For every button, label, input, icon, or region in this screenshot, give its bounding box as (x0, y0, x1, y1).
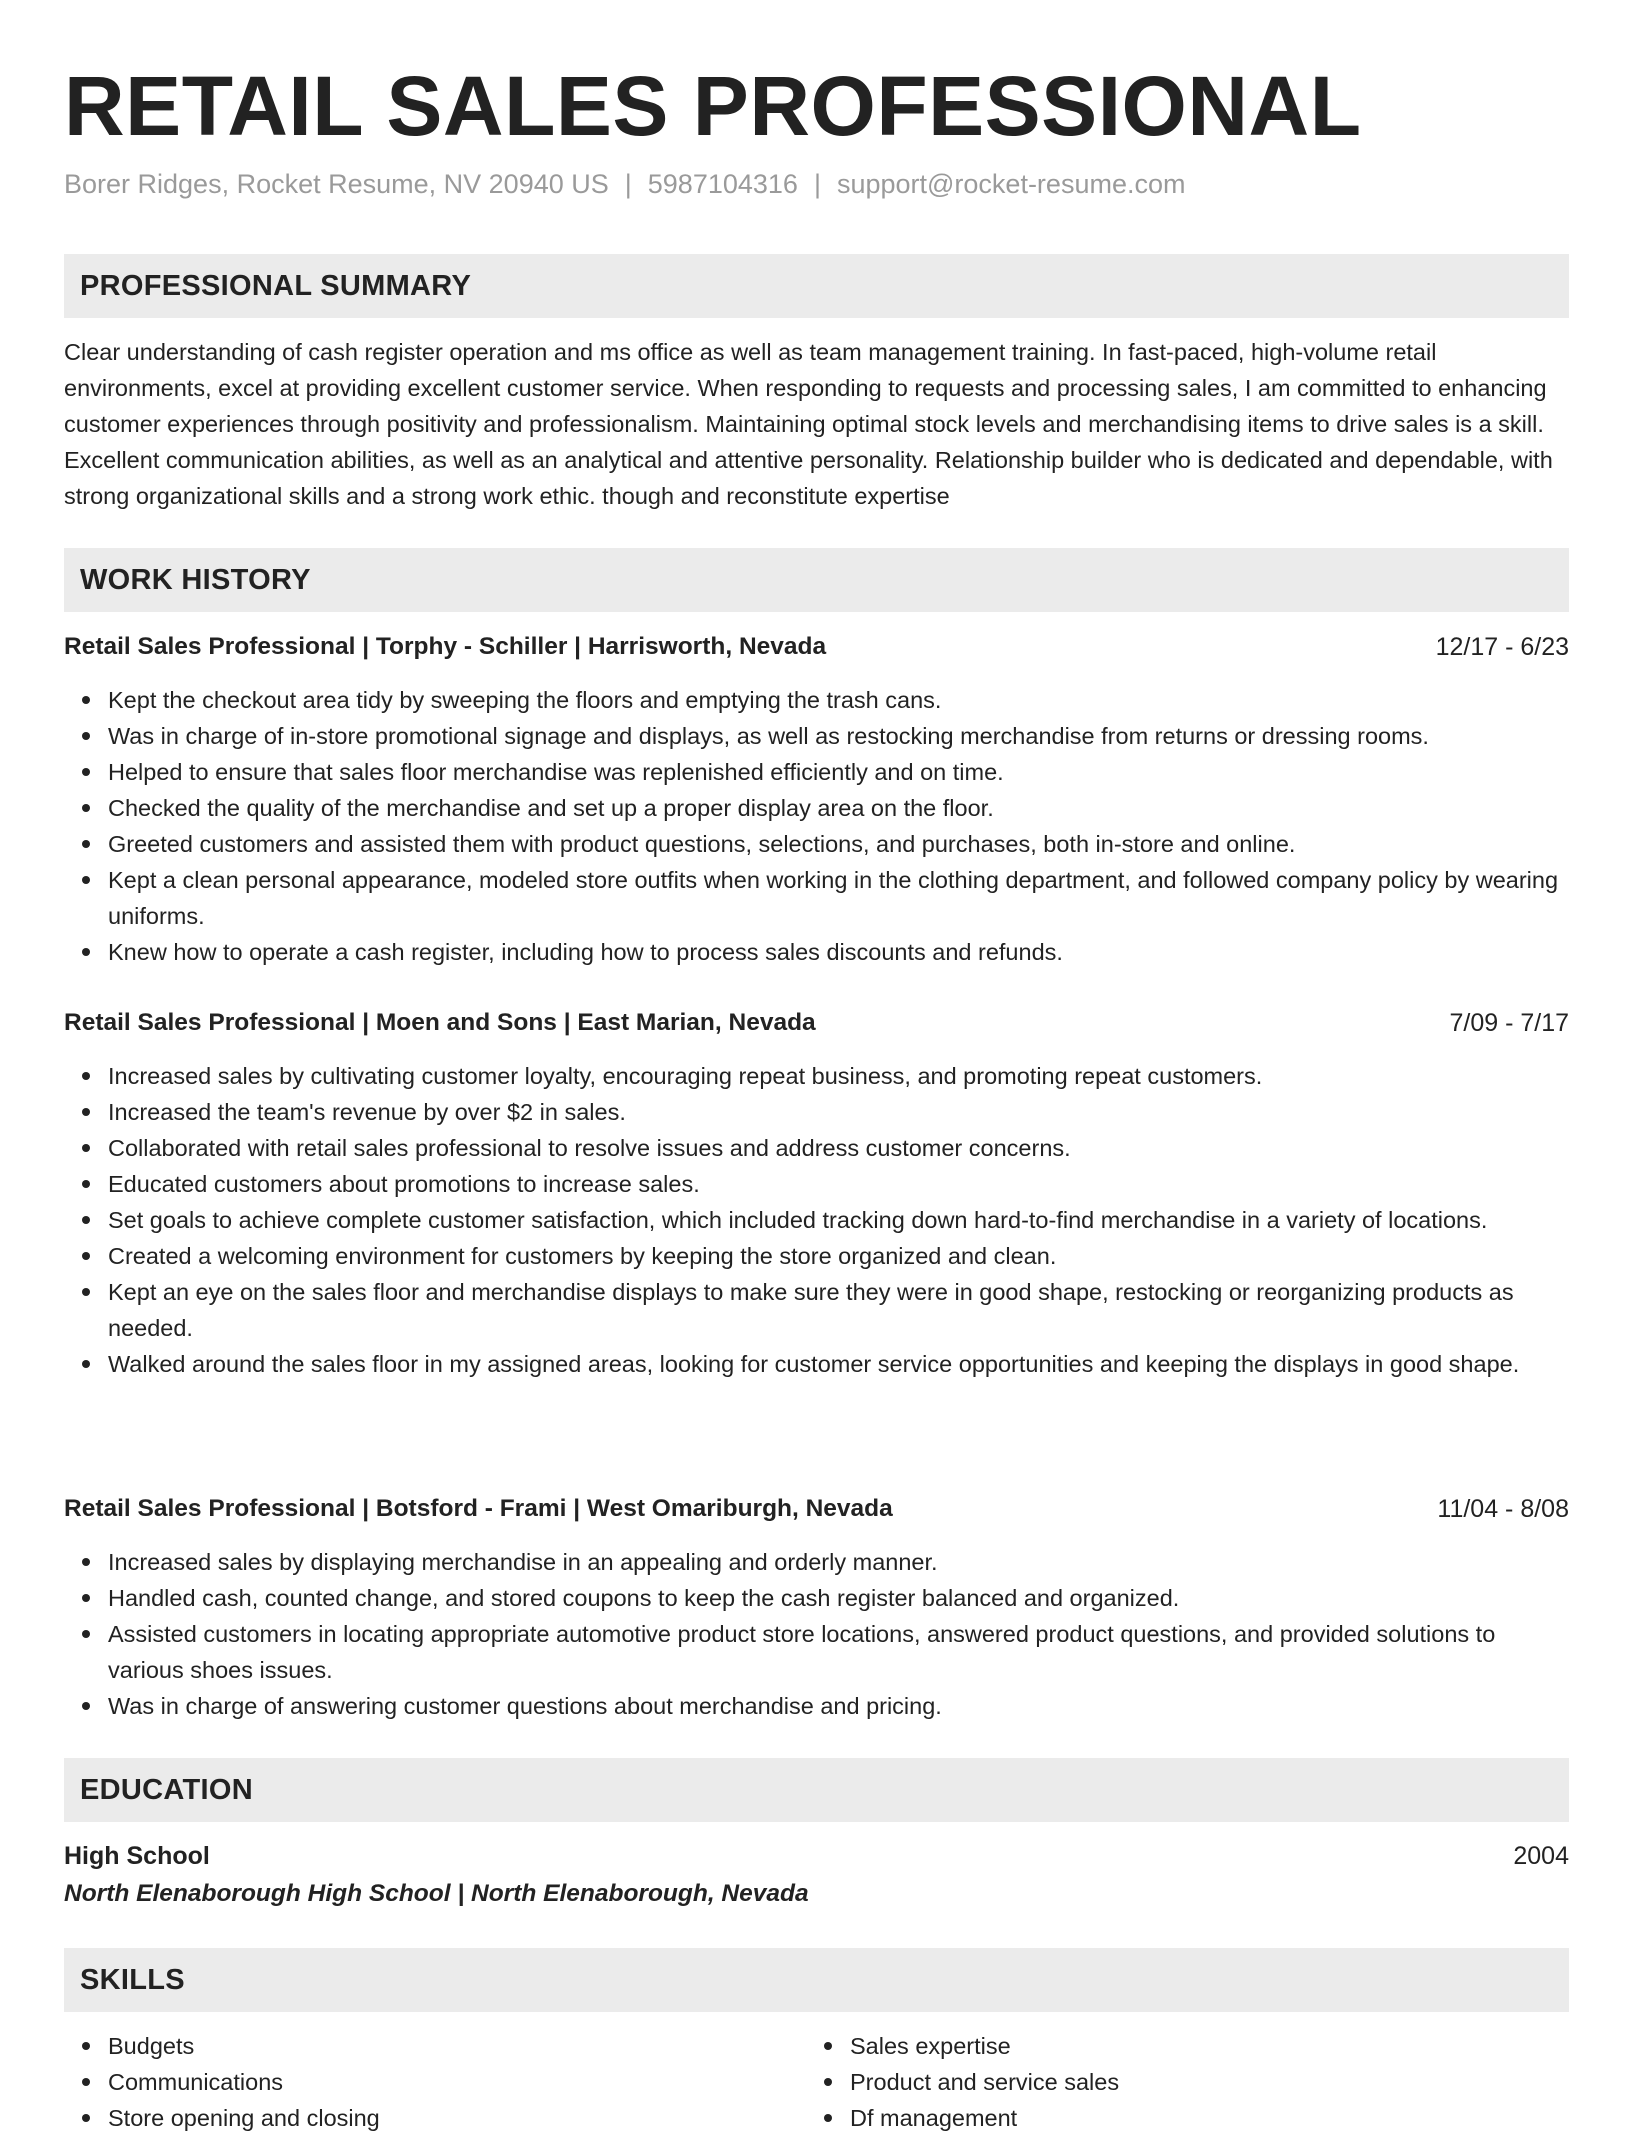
job-bullets (64, 1058, 1569, 1382)
separator: | (813, 169, 821, 199)
list-item: Kept the checkout area tidy by sweeping the floors and emptying the trash cans. (108, 682, 1569, 718)
skill-item: Store opening and closing (108, 2100, 764, 2136)
resume-title: RETAIL SALES PROFESSIONAL (64, 59, 1362, 153)
list-item: Created a welcoming environment for customers by keeping the store organized and clean. (108, 1238, 1569, 1274)
skill-item: Df management (850, 2100, 1506, 2136)
list-item: Kept an eye on the sales floor and merchandise displays to make sure they were in good shape, restocking or reorganizing products as needed. (108, 1274, 1569, 1346)
job-dates: 12/17 - 6/23 (1435, 633, 1569, 661)
skill-item: Sales expertise (850, 2028, 1506, 2064)
education-school: North Elenaborough High School | North Elenaborough, Nevada (64, 1880, 809, 1907)
list-item: Greeted customers and assisted them with product questions, selections, and purchases, both in-store and online. (108, 826, 1569, 862)
education-year: 2004 (1513, 1842, 1569, 1870)
summary-text: Clear understanding of cash register operation and ms office as well as team management training. In fast-paced, high-volume retail environments, excel at providing excellent customer service. When responding to requests and processing sales, I am committed to enhancing customer experiences through positivity and professionalism. Maintaining optimal stock levels and merchandising items to drive sales is a skill. Excellent communication abilities, as well as an analytical and attentive personality. Relationship builder who is dedicated and dependable, with strong organizational skills and a strong work ethic. though and reconstitute expertise (64, 339, 1553, 509)
list-item: Helped to ensure that sales floor merchandise was replenished efficiently and on time. (108, 754, 1569, 790)
skill-item: Product and service sales (850, 2064, 1506, 2100)
email-link[interactable]: support@rocket-resume.com (836, 169, 1186, 199)
section-title: SKILLS (80, 1964, 185, 1996)
list-item: Set goals to achieve complete customer satisfaction, which included tracking down hard-to-find merchandise in a variety of locations. (108, 1202, 1569, 1238)
section-title: EDUCATION (80, 1774, 253, 1806)
list-item: Was in charge of answering customer questions about merchandise and pricing. (108, 1688, 1569, 1724)
job-title: Retail Sales Professional | Torphy - Schiller | Harrisworth, Nevada (64, 633, 827, 660)
list-item: Walked around the sales floor in my assigned areas, looking for customer service opportunities and keeping the displays in good shape. (108, 1346, 1569, 1382)
skills-list (806, 2028, 1506, 2136)
job-bullets (64, 1544, 1569, 1724)
list-item: Increased sales by displaying merchandise in an appealing and orderly manner. (108, 1544, 1569, 1580)
section-header-education (64, 1758, 1569, 1822)
list-item: Kept a clean personal appearance, modeled store outfits when working in the clothing department, and followed company policy by wearing uniforms. (108, 862, 1569, 934)
address: Borer Ridges, Rocket Resume, NV 20940 US (64, 169, 609, 199)
section-header-work-history (64, 548, 1569, 612)
job-bullets (64, 682, 1569, 970)
skill-item: Budgets (108, 2028, 764, 2064)
skills-column-right (806, 2028, 1506, 2136)
list-item: Increased sales by cultivating customer loyalty, encouraging repeat business, and promoting repeat customers. (108, 1058, 1569, 1094)
job-title: Retail Sales Professional | Botsford - Frami | West Omariburgh, Nevada (64, 1495, 893, 1522)
section-title: WORK HISTORY (80, 564, 311, 596)
list-item: Knew how to operate a cash register, including how to process sales discounts and refunds. (108, 934, 1569, 970)
contact-line (64, 166, 1185, 202)
list-item: Assisted customers in locating appropriate automotive product store locations, answered product questions, and provided solutions to various shoes issues. (108, 1616, 1569, 1688)
job-dates: 7/09 - 7/17 (1449, 1009, 1569, 1037)
list-item: Handled cash, counted change, and stored coupons to keep the cash register balanced and organized. (108, 1580, 1569, 1616)
separator: | (624, 169, 632, 199)
list-item: Collaborated with retail sales professional to resolve issues and address customer concerns. (108, 1130, 1569, 1166)
skills-column-left (64, 2028, 764, 2136)
list-item: Was in charge of in-store promotional signage and displays, as well as restocking merchandise from returns or dressing rooms. (108, 718, 1569, 754)
skills-list (64, 2028, 764, 2136)
section-header-summary (64, 254, 1569, 318)
section-title: PROFESSIONAL SUMMARY (80, 270, 472, 302)
skill-item: Communications (108, 2064, 764, 2100)
job-dates: 11/04 - 8/08 (1437, 1495, 1569, 1523)
section-header-skills (64, 1948, 1569, 2012)
list-item: Checked the quality of the merchandise and set up a proper display area on the floor. (108, 790, 1569, 826)
phone: 5987104316 (647, 169, 798, 199)
list-item: Educated customers about promotions to increase sales. (108, 1166, 1569, 1202)
list-item: Increased the team's revenue by over $2 in sales. (108, 1094, 1569, 1130)
job-title: Retail Sales Professional | Moen and Sons | East Marian, Nevada (64, 1009, 816, 1036)
education-degree: High School (64, 1842, 210, 1870)
